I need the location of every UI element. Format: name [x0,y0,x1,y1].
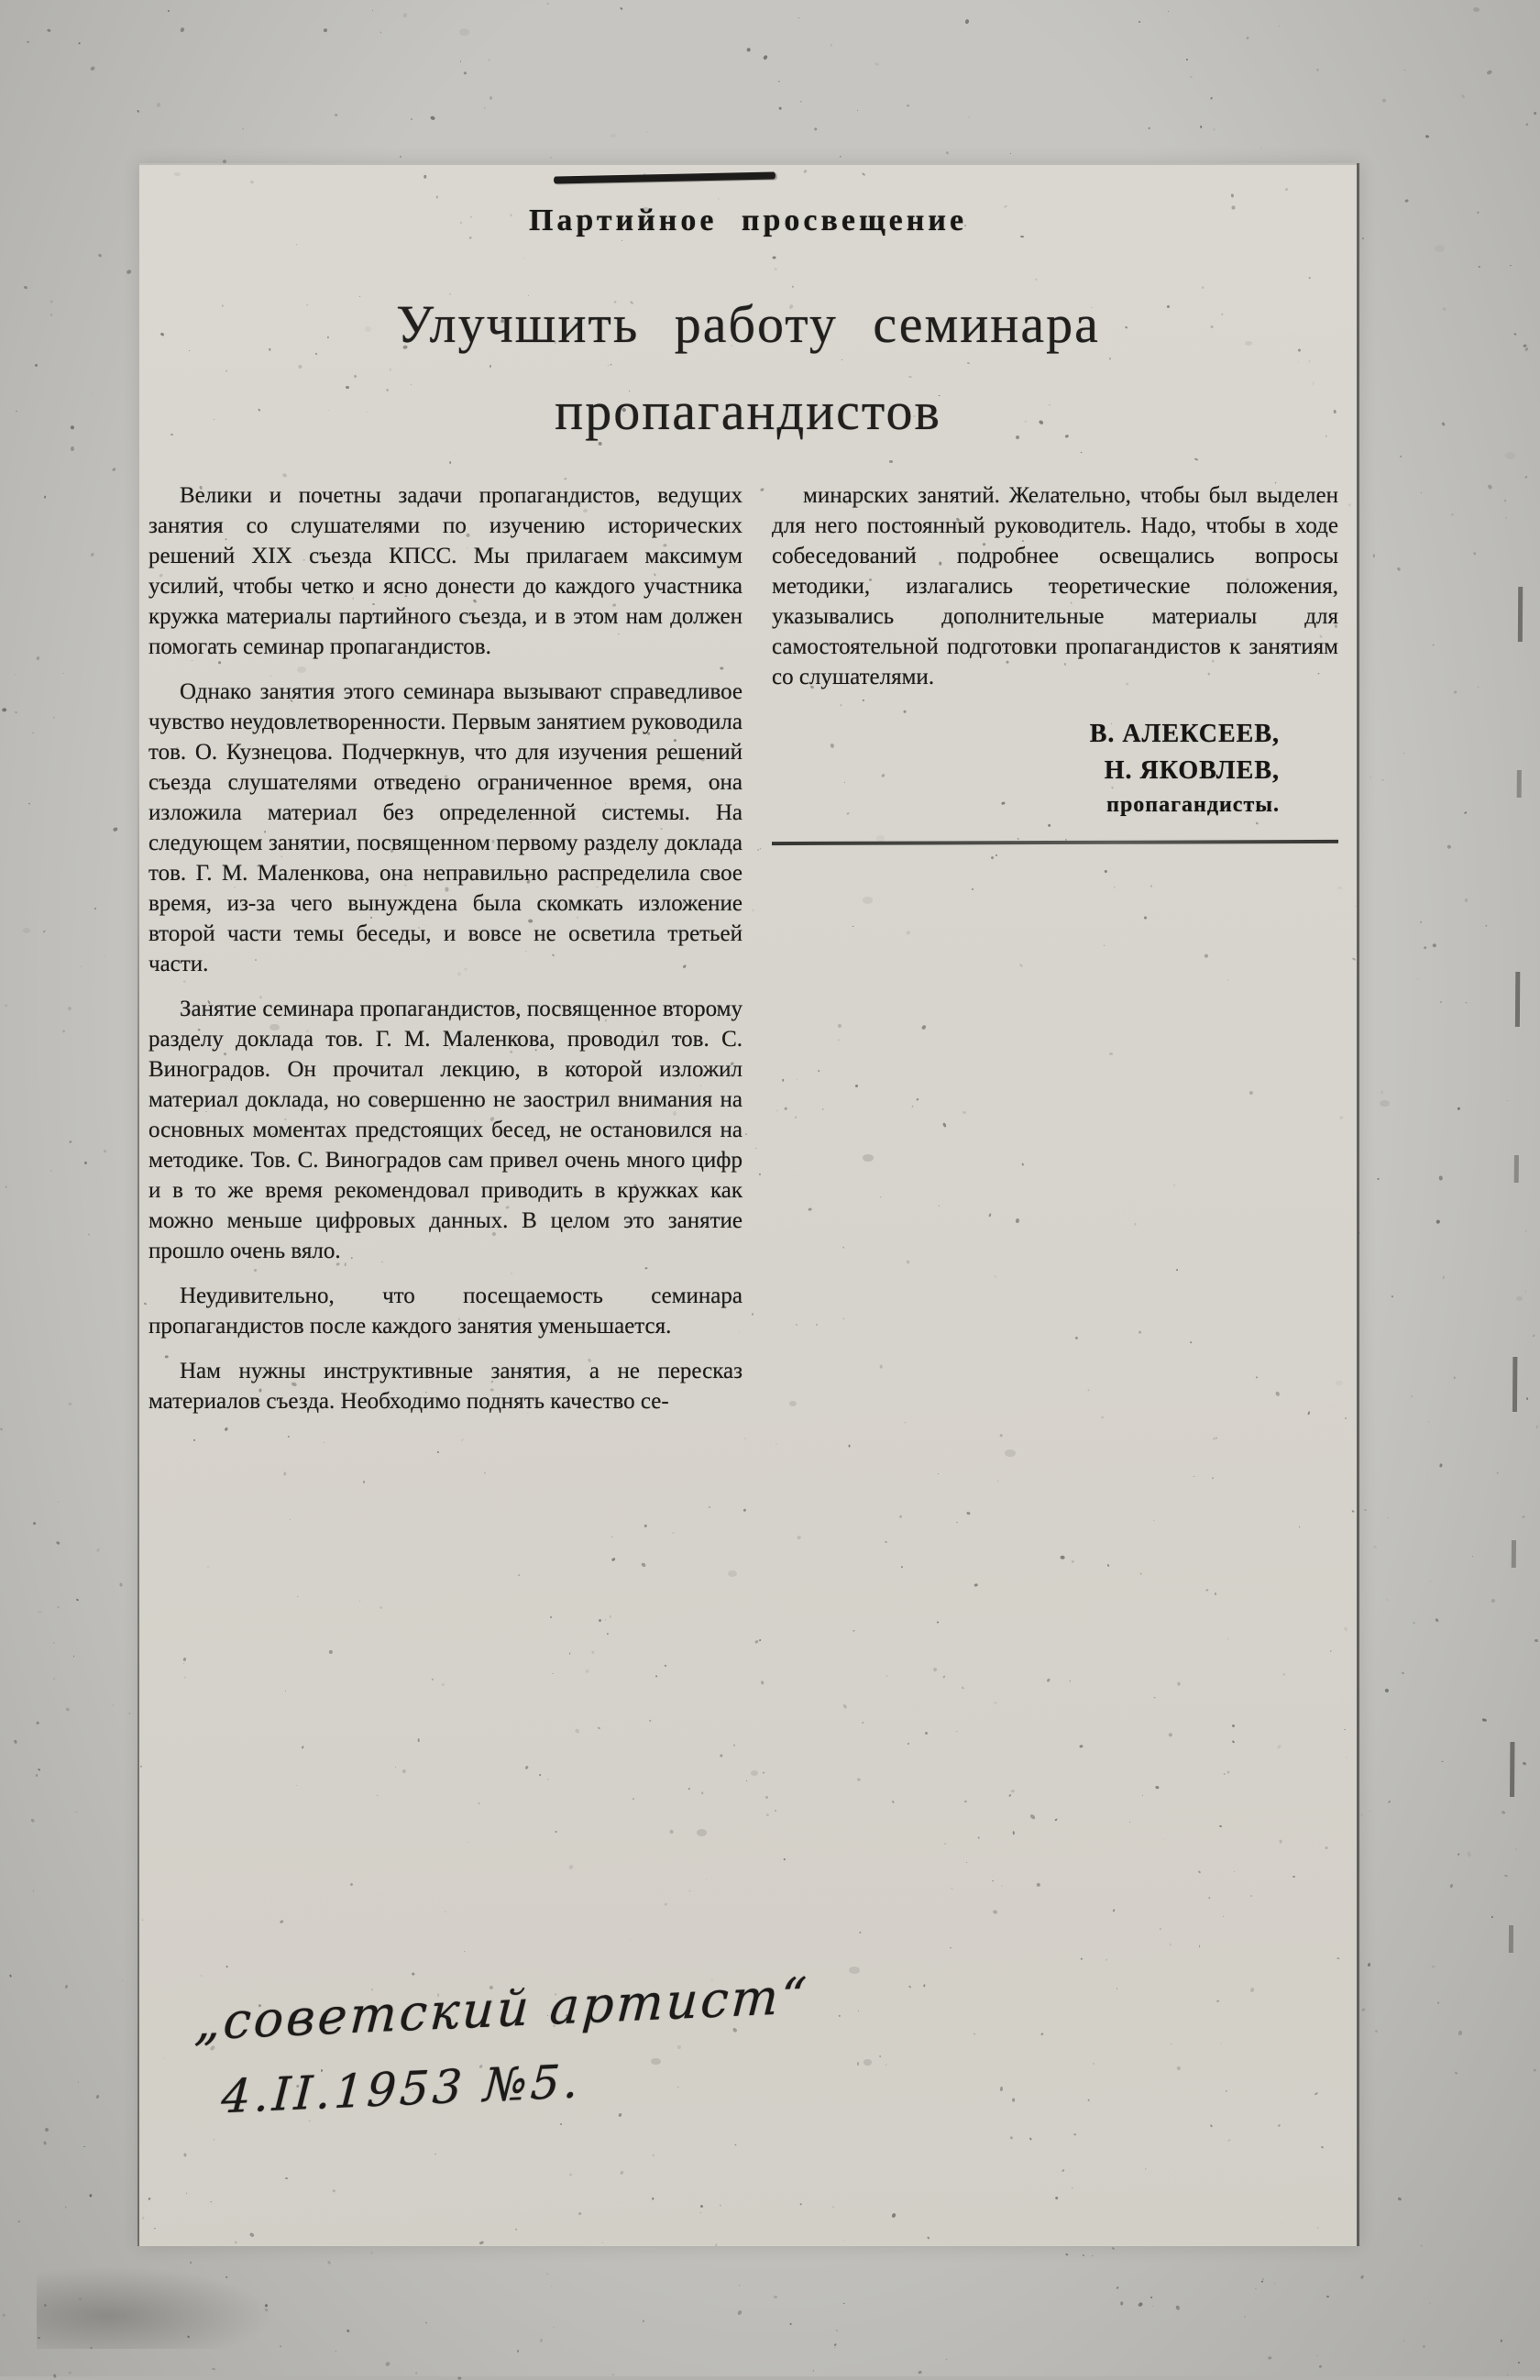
handwritten-date: 4.II.1953 №5. [219,2055,584,2124]
signature-line: Н. ЯКОВЛЕВ, [1104,756,1280,785]
paragraph: Однако занятия этого семинара вызывают справедливое чувство неудовлетворенности. Первым занятием руководила тов. О. Кузнецова. Подчеркнув, что для изучения решений съезда слушателями отведено ограниченное время, она изложила материал без определенной системы. На следующем занятии, посвященном первому разделу доклада тов. Г. М. Маленкова, она неправильно распределила свое время, из-за чего вынуждена была скомкать изложение второй части темы беседы, и вовсе не осветила третьей части. [148,679,742,976]
scan-edge-artifact [1509,587,1523,1962]
paragraph: минарских занятий. Желательно, чтобы был выделен для него постоянный руководитель. Надо, чтобы в ходе собеседований подробнее освещались вопросы методики, излагались теоретические положения, указывались дополнительные материалы для самостоятельной подготовки пропагандистов к занятиям со слушателями. [772,483,1338,689]
hand-drawn-line [554,171,776,183]
paragraph: Занятие семинара пропагандистов, посвященное второму разделу доклада тов. Г. М. Маленкова, проводил тов. С. Виноградов. Он прочитал лекцию, в которой изложил материал доклада, но совершенно не заострил внимания на основных моментах предстоящих бесед, не остановился на методике. Тов. С. Виноградов сам привел очень много цифр и в то же время рекомендовал приводить в кружках как можно меньше цифровых данных. В целом это занятие прошло очень вяло. [148,997,742,1263]
signature-line: В. АЛЕКСЕЕВ, [1089,720,1280,748]
signature-role: пропагандисты. [1106,793,1280,817]
handwritten-source: „советский артист“ [192,1967,811,2052]
paragraph: Неудивительно, что посещаемость семинара пропагандистов после каждого занятия уменьшается. [148,1284,742,1339]
article-title-line2: пропагандистов [555,381,941,441]
paragraph: Велики и почетны задачи пропагандистов, ведущих занятия со слушателями по изучению исторических решений XIX съезда КПСС. Мы прилагаем максимум усилий, чтобы четко и ясно донести до каждого участника кружка материалы партийного съезда, и в этом нам должен помогать семинар пропагандистов. [148,483,742,659]
article-title [139,281,1357,455]
newspaper-clipping [139,163,1359,2246]
left-column [148,480,742,1431]
right-column [772,480,1338,1431]
article-columns [148,480,1342,1431]
scan-smudge [37,2266,275,2349]
end-rule [772,840,1338,845]
section-header: Партийное просвещение [528,204,968,237]
paragraph: Нам нужны инструктивные занятия, а не пересказ материалов съезда. Необходимо поднять качество се- [148,1359,742,1414]
handwritten-note [189,1967,810,2125]
signatures [772,716,1338,821]
article-title-line1: Улучшить работу семинара [396,294,1100,354]
